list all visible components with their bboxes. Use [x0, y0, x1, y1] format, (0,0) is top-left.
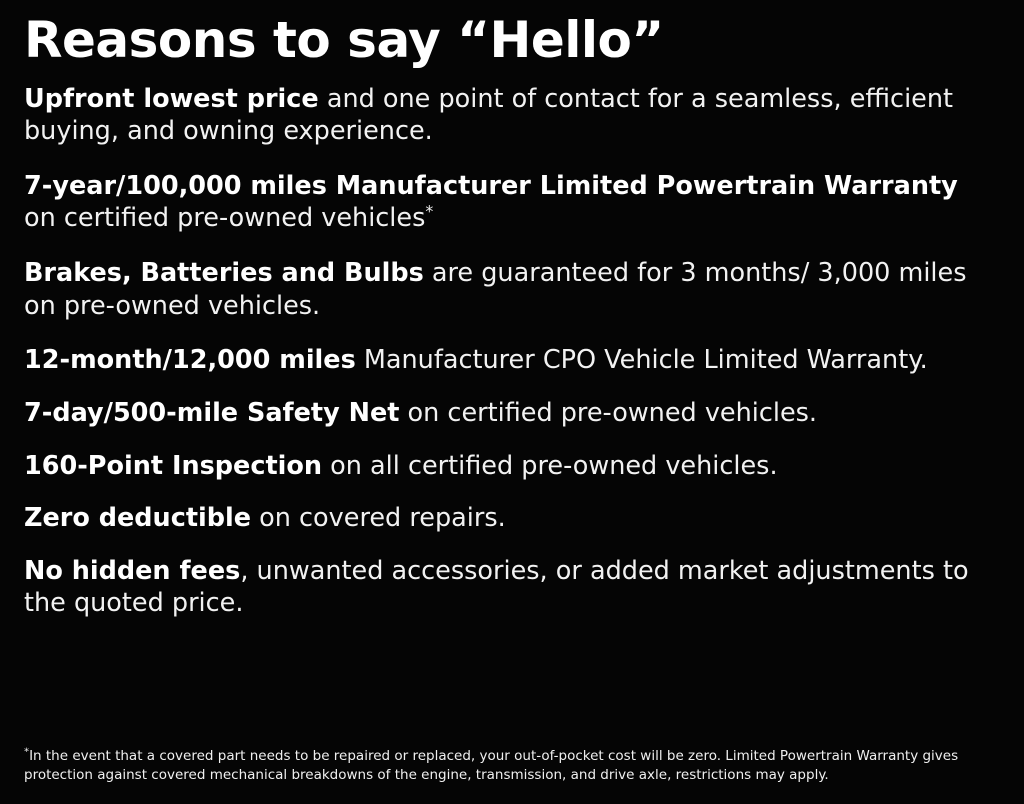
list-item-text: on certified pre-owned vehicles.	[399, 397, 818, 428]
list-item-lead: Zero deductible	[24, 503, 252, 534]
list-item-text: are guaranteed for 3 months/ 3,000 miles on pre-owned vehicles.	[24, 258, 967, 321]
list-item-text: on certified pre-owned vehicles	[24, 203, 426, 234]
list-item	[24, 397, 984, 430]
list-item-lead: Brakes, Batteries and Bulbs	[24, 258, 424, 288]
list-item	[24, 344, 984, 377]
footnote	[24, 747, 1000, 786]
page-title: Reasons to say “Hello”	[24, 11, 664, 69]
list-item	[24, 170, 984, 235]
list-item-text: on all certified pre-owned vehicles.	[322, 450, 778, 481]
list-item-lead: 160-Point Inspection	[24, 450, 323, 481]
list-item	[24, 555, 984, 620]
reasons-list	[24, 83, 996, 621]
list-item-text: Manufacturer CPO Vehicle Limited Warranty.	[355, 345, 928, 376]
list-item-lead: 7-day/500-mile Safety Net	[24, 397, 400, 428]
list-item-text: on covered repairs.	[251, 503, 506, 534]
list-item-lead: No hidden fees	[24, 555, 241, 586]
list-item-lead: 12-month/12,000 miles	[24, 345, 356, 376]
footnote-marker-icon: *	[24, 746, 30, 758]
footnote-marker-icon: *	[425, 201, 434, 221]
list-item	[24, 502, 984, 535]
list-item-lead: Upfront lowest price	[24, 83, 319, 114]
footnote-text: In the event that a covered part needs to be repaired or replaced, your out-of-pocket cost will be zero. Limited Powertrain Warranty gives protection against covered mechanical breakdowns of the engine, transmission, and drive axle, restrictions may apply.	[24, 747, 959, 784]
list-item-lead: 7-year/100,000 miles Manufacturer Limited Powertrain Warranty	[24, 170, 958, 201]
list-item-text: and one point of contact for a seamless, efficient buying, and owning experience.	[24, 83, 954, 147]
list-item	[24, 257, 984, 322]
list-item-text: , unwanted accessories, or added market adjustments to the quoted price.	[24, 555, 969, 619]
list-item	[24, 83, 984, 148]
list-item	[24, 450, 984, 483]
